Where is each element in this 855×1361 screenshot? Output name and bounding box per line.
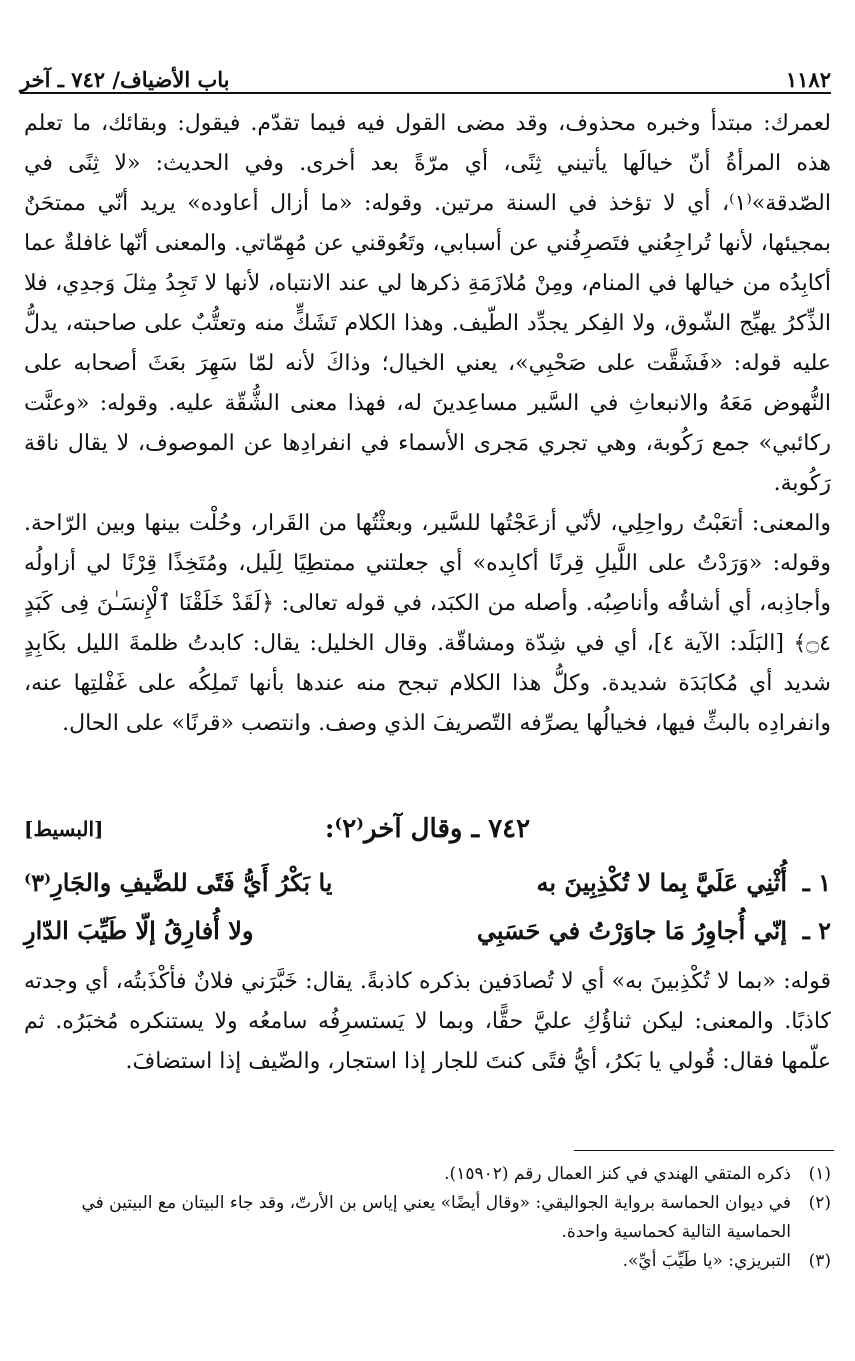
- paragraph: والمعنى: أتعَبْتُ رواحِلِي، لأنّي أزعَجْتُها للسَّير، وبعثْتُها من القَرار، وحُلْت بينها وبين الرّاحة. وقوله: «وَرَدْتُ على اللَّيلِ قِرنًا أكابِده» أي جعلتني ممتطِيًا لِلَيل، ومُتَخِذًا قِرْنًا لي أزاولُه وأجاذِبه، أي أشاقُه وأناصِبُه. وأصله من الكبَد، في قوله تعالى: ﴿لَقَدْ خَلَقْنَا ٱلْإِنسَـٰنَ فِى كَبَدٍ ۝٤﴾ [البَلَد: الآية ٤]، أي في شِدّة ومشاقّة. وقال الخليل: يقال: كابدتُ ظلمةَ الليل بكَابِدٍ شديد أي مُكابَدَة شديدة. وكلُّ هذا الكلام تبجح منه عندها بأنها تَملِكُه على غَفْلتِها عنه، وانفرادِه بالبثِّ فيها، فخيالُها يصرِّفه التّصريفَ الذي وصف. وانتصب «قرنًا» على الحال.: [24, 511, 831, 736]
- running-title: باب الأضياف/ ٧٤٢ ـ آخر: [20, 67, 230, 92]
- verse-first-hemistich: أُثْنِي عَلَيَّ بِما لا تُكْذِبِينَ به: [536, 867, 787, 897]
- page-number: ١١٨٢: [785, 67, 831, 92]
- paragraph: لعمرك: مبتدأ وخبره محذوف، وقد مضى القول فيه فيما تقدّم. فيقول: وبقائك، ما تعلم هذه المرأةُ أنّ خيالَها يأتيني ثِنًى، أي مرّةً بعد أخرى. وفي الحديث: «لا ثِنًى في الصّدقة»⁽١⁾، أي لا تؤخذ في السنة مرتين. وقوله: «ما أزال أعاوده» يريد أنّي ممتحَنٌ بمجيئها، لأنها تُراجِعُني فتَصرِفُني عن أسبابي، وتَعُوقني عن مُهِمّاتي. والمعنى أنّها غافلةٌ عما أكابِدُه من خيالها في المنام، ومِنْ مُلازَمَةِ ذكرها لي عند الانتباه، لأنها لا تَجِدُ مِثلَ وَجدِي، فلا الذِّكرُ يهيِّج الشّوق، ولا الفِكر يجدِّد الطّيف. وهذا الكلام تَشَكٍّ منه وتعتُّبٌ على صاحبته، يدلُّ عليه قوله: «فَشَقَّت على صَحْبِي»، يعني الخيال؛ وذاكَ لأنه لمّا سَهِرَ بعَثَ أصحابه على النُّهوض مَعَهُ والانبعاثِ في السَّير مساعِدينَ له، فهذا معنى الشُّقّة عليه. وقوله: «وعنَّت ركائبي» جمع رَكُوبة، وهي تجري مَجرى الأسماء في انفرادِها عن الموصوف، لا يقال ناقة رَكُوبة.: [24, 111, 831, 496]
- verse: [24, 858, 831, 906]
- footnote-text: في ديوان الحماسة برواية الجواليقي: «وقال أيضًا» يعني إياس بن الأرتّ، وقد جاء البيتان مع البيتين في الحماسية التالية كحماسية واحدة.: [81, 1193, 791, 1242]
- poem-verses: [24, 858, 831, 954]
- footnote-number: (٣): [808, 1251, 831, 1271]
- verse: [24, 906, 831, 954]
- footnote: [24, 1247, 831, 1276]
- footnote: [24, 1189, 831, 1247]
- commentary-text: قوله: «بما لا تُكْذِبينَ به» أي لا تُصادَفين بذكره كاذبةً. يقال: خَبَّرَني فلانٌ فأكْذَبتُه، أي وجدته كاذبًا. والمعنى: ليكن ثناؤُكِ عليَّ حقًّا، وبما لا يَستسرِفُه سامعُه ولا يستنكره مُخبَرُه. ثم علّمها فقال: قُولي يا بَكرُ، أيُّ فتًى كنتَ للجار إذا استجار، والضّيف إذا استضافَ.: [24, 969, 831, 1074]
- poem-heading: [24, 806, 831, 852]
- footnote: [24, 1160, 831, 1189]
- verse-second-hemistich: يا بَكْرُ أَيُّ فَتًى للضَّيفِ والجَارِ⁽٣⁾: [24, 867, 333, 897]
- footnote-rule: [574, 1150, 834, 1151]
- page-header: [20, 52, 831, 92]
- verse-first-hemistich: إنّي أُجاوِرُ مَا جاوَرْتُ في حَسَبِي: [476, 915, 787, 945]
- body-text: [24, 104, 831, 744]
- poem-meter: [البسيط]: [24, 817, 104, 841]
- poem-title: ٧٤٢ ـ وقال آخر⁽٢⁾:: [324, 814, 531, 844]
- footnote-number: (٢): [808, 1193, 831, 1213]
- header-rule: [20, 92, 831, 94]
- footnotes: [24, 1160, 831, 1276]
- verse-number: ٢ ـ: [802, 915, 831, 945]
- verse-number: ١ ـ: [802, 867, 831, 897]
- verse-second-hemistich: ولا أُفارِقُ إلّا طَيِّبَ الدّارِ: [24, 915, 254, 945]
- footnote-number: (١): [808, 1164, 831, 1184]
- footnote-text: التبريزي: «يا طَيِّبَ أيِّ».: [622, 1251, 791, 1271]
- footnote-text: ذكره المتقي الهندي في كنز العمال رقم (١٥٩٠٢).: [444, 1164, 791, 1184]
